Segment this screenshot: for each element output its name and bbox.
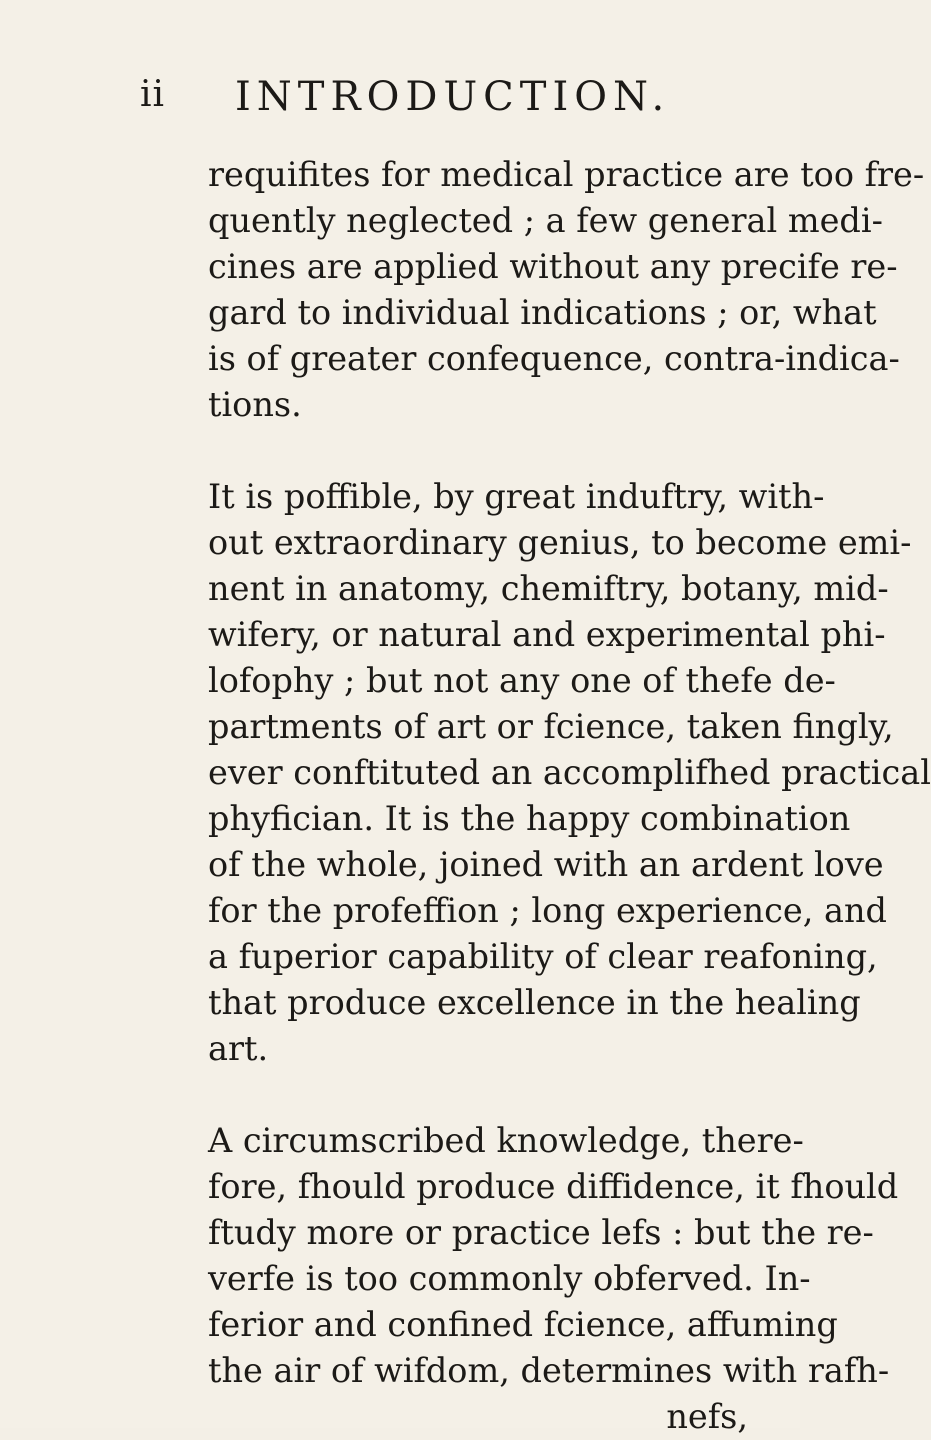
page-header: [140, 74, 700, 124]
text-line: out extraordinary genius, to become emi-: [208, 523, 912, 562]
text-line: A circumscribed knowledge, there-: [208, 1121, 804, 1160]
text-line: fore, fhould produce diffidence, it fhould: [208, 1167, 899, 1206]
text-line: of the whole, joined with an ardent love: [208, 845, 884, 884]
paragraph-gap: [208, 428, 748, 474]
text-line: gard to individual indications ; or, what: [208, 293, 877, 332]
text-line: cines are applied without any precife re-: [208, 247, 898, 286]
page-number: ii: [140, 74, 166, 115]
running-head: INTRODUCTION.: [235, 74, 671, 120]
body-text: [208, 152, 931, 1440]
catchword-line: nefs,: [666, 1397, 748, 1436]
text-line: phyfician. It is the happy combination: [208, 799, 851, 838]
text-line: is of greater confequence, contra-indica-: [208, 339, 900, 378]
text-line: verfe is too commonly obferved. In-: [208, 1259, 811, 1298]
text-line: wifery, or natural and experimental phi-: [208, 615, 886, 654]
text-line: tions.: [208, 385, 302, 424]
text-line: requifites for medical practice are too fre-: [208, 155, 925, 194]
text-line: art.: [208, 1029, 269, 1068]
text-line: quently neglected ; a few general medi-: [208, 201, 883, 240]
text-line: It is poffible, by great induftry, with-: [208, 477, 825, 516]
text-line: partments of art or fcience, taken fingly,: [208, 707, 894, 746]
text-line: ftudy more or practice lefs : but the re-: [208, 1213, 874, 1252]
paragraph-gap: [208, 1072, 748, 1118]
text-line: nent in anatomy, chemiftry, botany, mid-: [208, 569, 889, 608]
text-line: ferior and confined fcience, affuming: [208, 1305, 838, 1344]
text-line: a fuperior capability of clear reafoning,: [208, 937, 878, 976]
text-line: that produce excellence in the healing: [208, 983, 861, 1022]
text-line: lofophy ; but not any one of thefe de-: [208, 661, 836, 700]
text-line: for the profeffion ; long experience, and: [208, 891, 887, 930]
text-line: the air of wifdom, determines with rafh-: [208, 1351, 890, 1390]
text-line: ever conftituted an accomplifhed practical: [208, 753, 931, 792]
